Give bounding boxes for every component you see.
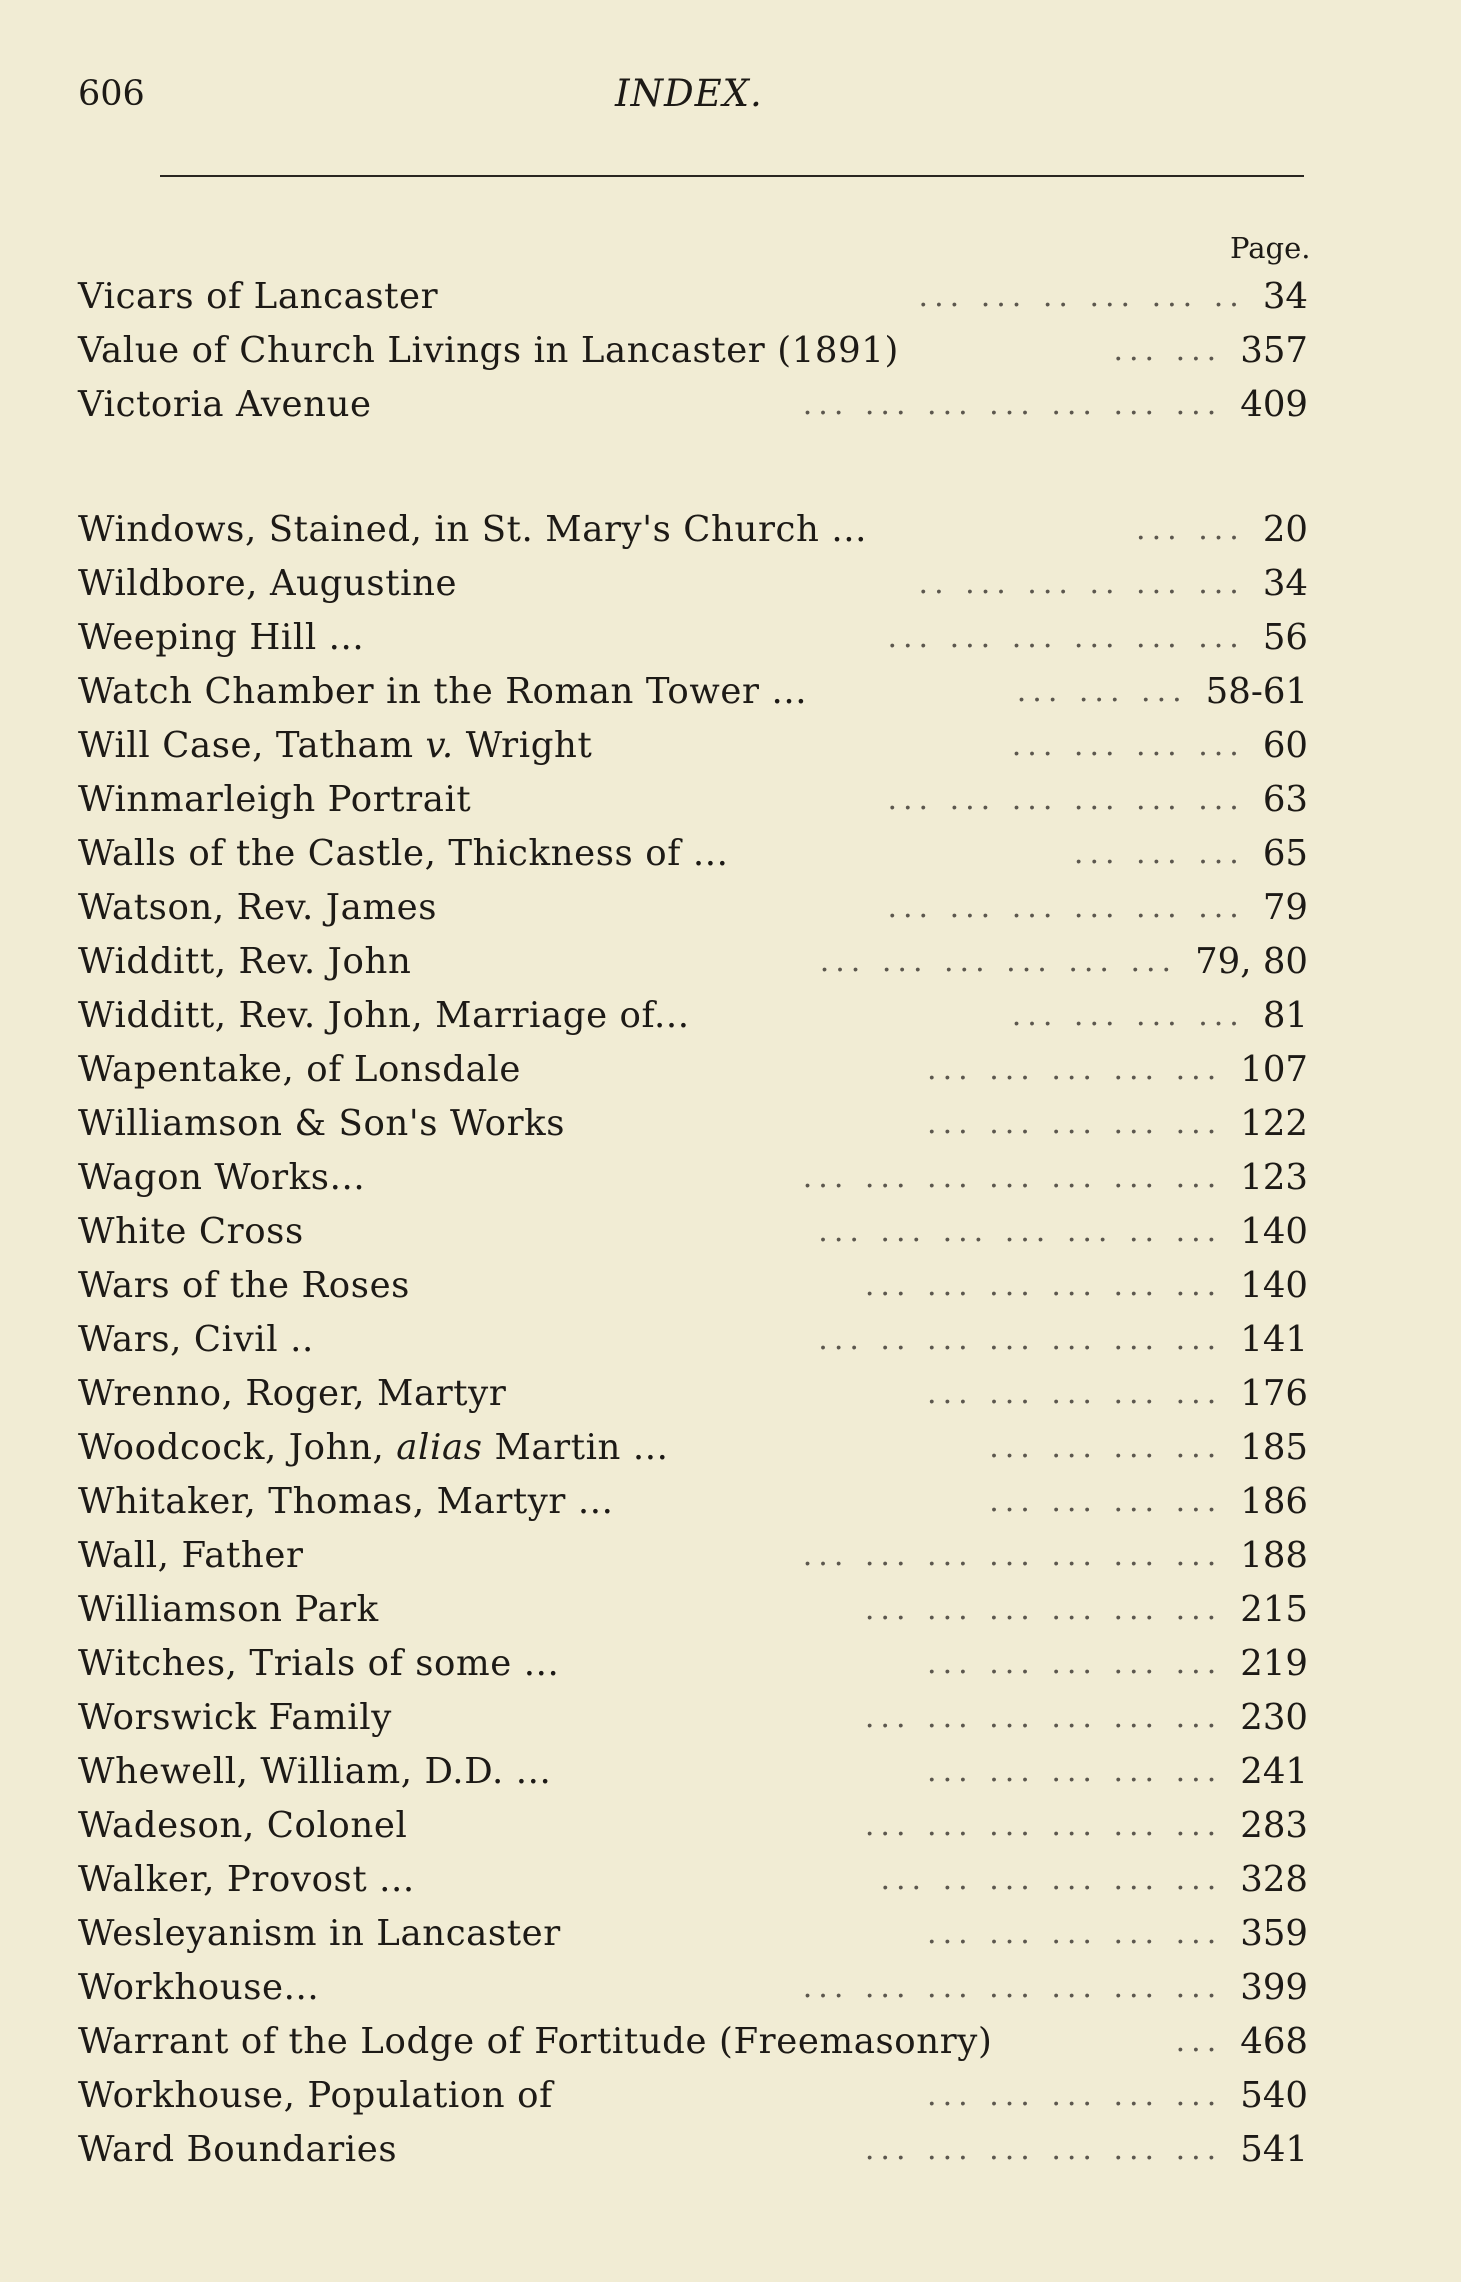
dot-leader: ... ... ... ... ... ... <box>864 2132 1223 2167</box>
dot-leader: ... ... ... ... <box>1011 728 1245 763</box>
entry-label: Weeping Hill ... <box>78 617 365 658</box>
index-group-w <box>78 503 1308 2177</box>
entry-page: 123 <box>1240 1157 1308 1198</box>
index-entry <box>78 1529 1308 1583</box>
entry-label: Workhouse, Population of <box>78 2075 553 2116</box>
entry-page: 328 <box>1240 1859 1308 1900</box>
entry-page: 399 <box>1240 1967 1308 2008</box>
entry-label: Worswick Family <box>78 1697 392 1738</box>
entry-label: Warrant of the Lodge of Fortitude (Freemasonry) <box>78 2021 993 2062</box>
entry-page: 188 <box>1240 1535 1308 1576</box>
entry-label: Wars of the Roses <box>78 1265 411 1306</box>
index-entry <box>78 665 1308 719</box>
entry-label: Workhouse... <box>78 1967 320 2008</box>
dot-leader: ... ... ... ... ... ... <box>887 620 1245 655</box>
entry-page: 283 <box>1240 1805 1308 1846</box>
dot-leader: ... ... <box>1113 333 1223 368</box>
entry-label: Wall, Father <box>78 1535 304 1576</box>
dot-leader: ... ... ... <box>1073 836 1245 871</box>
dot-leader: ... ... ... ... ... ... <box>819 944 1178 979</box>
index-entry <box>78 1583 1308 1637</box>
dot-leader: ... ... ... ... ... <box>927 1052 1223 1087</box>
entry-page: 219 <box>1240 1643 1308 1684</box>
dot-leader: ... .. ... ... ... ... <box>880 1862 1223 1897</box>
index-entry <box>78 2123 1308 2177</box>
entry-label: Value of Church Livings in Lancaster (1891) <box>78 330 899 371</box>
entry-page: 241 <box>1240 1751 1308 1792</box>
dot-leader: ... <box>1175 2024 1223 2059</box>
dot-leader: ... ... ... ... ... ... <box>864 1700 1223 1735</box>
index-entry <box>78 1799 1308 1853</box>
entry-label: Walls of the Castle, Thickness of ... <box>78 833 729 874</box>
dot-leader: ... ... ... ... <box>989 1484 1223 1519</box>
entry-page: 357 <box>1240 330 1308 371</box>
entry-label: Wars, Civil .. <box>78 1319 314 1360</box>
index-entry <box>78 611 1308 665</box>
index-entry <box>78 2069 1308 2123</box>
entry-page: 63 <box>1262 779 1308 820</box>
entry-page: 107 <box>1240 1049 1308 1090</box>
index-entry <box>78 1853 1308 1907</box>
dot-leader: ... ... ... ... ... <box>927 1106 1223 1141</box>
entry-label: Watson, Rev. James <box>78 887 438 928</box>
entry-page: 81 <box>1262 995 1308 1036</box>
dot-leader: ... ... <box>1136 512 1245 547</box>
entry-page: 176 <box>1240 1373 1308 1414</box>
entry-page: 540 <box>1240 2075 1308 2116</box>
entry-label: Watch Chamber in the Roman Tower ... <box>78 671 808 712</box>
entry-label: Williamson Park <box>78 1589 379 1630</box>
entry-page: 541 <box>1240 2129 1308 2170</box>
page-title: INDEX. <box>615 72 763 115</box>
entry-label: Will Case, Tatham v. Wright <box>78 725 593 766</box>
index-entry <box>78 503 1308 557</box>
entry-page: 186 <box>1240 1481 1308 1522</box>
dot-leader: ... ... ... <box>1016 674 1188 709</box>
entry-page: 140 <box>1240 1265 1308 1306</box>
entry-label: Witches, Trials of some ... <box>78 1643 560 1684</box>
dot-leader: ... ... ... ... ... ... ... <box>802 387 1223 422</box>
entry-label: Ward Boundaries <box>78 2129 398 2170</box>
index-entry <box>78 1097 1308 1151</box>
dot-leader: ... ... ... ... ... ... ... <box>802 1160 1223 1195</box>
index-entry <box>78 827 1308 881</box>
entry-label: Whewell, William, D.D. ... <box>78 1751 552 1792</box>
entry-label: Woodcock, John, alias Martin ... <box>78 1427 669 1468</box>
entry-page: 468 <box>1240 2021 1308 2062</box>
entry-label: Widditt, Rev. John <box>78 941 412 982</box>
dot-leader: ... ... ... ... ... <box>927 1376 1223 1411</box>
index-entry <box>78 1313 1308 1367</box>
entry-label: Wapentake, of Lonsdale <box>78 1049 521 1090</box>
dot-leader: ... ... ... ... ... <box>927 1646 1223 1681</box>
dot-leader: ... ... .. ... ... .. <box>918 279 1245 314</box>
index-entry <box>78 1745 1308 1799</box>
index-entry <box>78 1637 1308 1691</box>
dot-leader: ... ... ... ... ... ... <box>864 1808 1223 1843</box>
entry-page: 79, 80 <box>1195 941 1308 982</box>
entry-page: 140 <box>1240 1211 1308 1252</box>
entry-label: Wildbore, Augustine <box>78 563 458 604</box>
entry-label: Williamson & Son's Works <box>78 1103 566 1144</box>
dot-leader: ... ... ... ... ... <box>927 1754 1223 1789</box>
index-entry <box>78 557 1308 611</box>
dot-leader: ... .. ... ... ... ... ... <box>818 1322 1223 1357</box>
index-entry <box>78 1043 1308 1097</box>
index-entry <box>78 1151 1308 1205</box>
entry-page: 34 <box>1262 276 1308 317</box>
index-entry <box>78 1421 1308 1475</box>
index-entry <box>78 773 1308 827</box>
index-entry <box>78 378 1308 432</box>
dot-leader: ... ... ... ... ... ... ... <box>802 1970 1223 2005</box>
entry-page: 122 <box>1240 1103 1308 1144</box>
dot-leader: ... ... ... ... <box>1011 998 1245 1033</box>
dot-leader: ... ... ... ... ... ... <box>887 782 1245 817</box>
entry-label: Windows, Stained, in St. Mary's Church ... <box>78 509 868 550</box>
entry-label: Wrenno, Roger, Martyr <box>78 1373 507 1414</box>
dot-leader: .. ... ... .. ... ... <box>918 566 1245 601</box>
entry-page: 34 <box>1262 563 1308 604</box>
entry-page: 185 <box>1240 1427 1308 1468</box>
entry-label: Vicars of Lancaster <box>78 276 439 317</box>
index-entry <box>78 1961 1308 2015</box>
entry-page: 215 <box>1240 1589 1308 1630</box>
index-entry <box>78 1475 1308 1529</box>
entry-page: 79 <box>1262 887 1308 928</box>
header-rule <box>160 175 1304 177</box>
dot-leader: ... ... ... ... ... ... <box>864 1592 1223 1627</box>
entry-page: 65 <box>1262 833 1308 874</box>
entry-page: 141 <box>1240 1319 1308 1360</box>
index-entry <box>78 324 1308 378</box>
entry-label: Walker, Provost ... <box>78 1859 415 1900</box>
page-column-heading: Page. <box>1230 231 1311 265</box>
dot-leader: ... ... ... ... ... ... <box>887 890 1245 925</box>
entry-page: 58-61 <box>1205 671 1308 712</box>
index-entry <box>78 270 1308 324</box>
dot-leader: ... ... ... ... ... <box>927 1916 1223 1951</box>
entry-page: 60 <box>1262 725 1308 766</box>
index-entry <box>78 989 1308 1043</box>
entry-label: Wesleyanism in Lancaster <box>78 1913 561 1954</box>
index-entry <box>78 881 1308 935</box>
dot-leader: ... ... ... ... ... .. ... <box>818 1214 1223 1249</box>
entry-page: 56 <box>1262 617 1308 658</box>
running-head <box>78 64 1308 124</box>
index-entry <box>78 719 1308 773</box>
index-entry <box>78 1259 1308 1313</box>
index-entry <box>78 1367 1308 1421</box>
entry-label: Winmarleigh Portrait <box>78 779 472 820</box>
entry-label: White Cross <box>78 1211 304 1252</box>
index-entry <box>78 2015 1308 2069</box>
dot-leader: ... ... ... ... <box>989 1430 1223 1465</box>
entry-label: Victoria Avenue <box>78 384 372 425</box>
dot-leader: ... ... ... ... ... <box>927 2078 1223 2113</box>
index-entry <box>78 1205 1308 1259</box>
entry-label: Wagon Works... <box>78 1157 366 1198</box>
entry-page: 230 <box>1240 1697 1308 1738</box>
page-number: 606 <box>78 74 145 114</box>
index-entry <box>78 1691 1308 1745</box>
entry-page: 409 <box>1240 384 1308 425</box>
entry-page: 359 <box>1240 1913 1308 1954</box>
entry-label: Whitaker, Thomas, Martyr ... <box>78 1481 614 1522</box>
index-entry <box>78 935 1308 989</box>
dot-leader: ... ... ... ... ... ... <box>864 1268 1223 1303</box>
entry-label: Widditt, Rev. John, Marriage of... <box>78 995 690 1036</box>
entry-page: 20 <box>1262 509 1308 550</box>
index-entry <box>78 1907 1308 1961</box>
dot-leader: ... ... ... ... ... ... ... <box>802 1538 1223 1573</box>
entry-label: Wadeson, Colonel <box>78 1805 408 1846</box>
index-group-v <box>78 270 1308 432</box>
